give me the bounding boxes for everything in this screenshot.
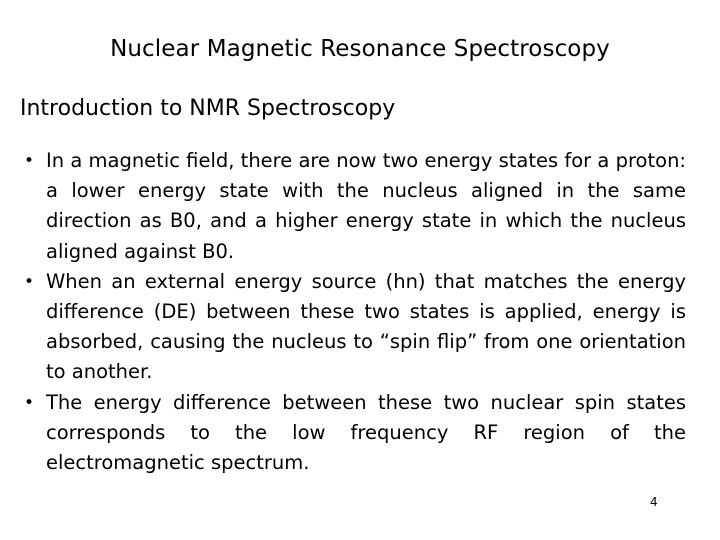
slide-title: Nuclear Magnetic Resonance Spectroscopy <box>110 36 610 62</box>
bullet-icon: • <box>24 392 35 413</box>
bullet-list <box>24 146 686 478</box>
bullet-text: In a magnetic field, there are now two energy states for a proton: a lower energy state with the nucleus aligned in the same direction as B0, and a higher energy state in which the nucleus aligned against B0. <box>46 149 686 263</box>
slide-subtitle: Introduction to NMR Spectroscopy <box>20 96 396 121</box>
bullet-item <box>24 267 686 388</box>
bullet-icon: • <box>24 271 35 292</box>
bullet-item <box>24 388 686 479</box>
bullet-text: When an external energy source (hn) that matches the energy difference (DE) between these two states is applied, energy is absorbed, causing the nucleus to “spin flip” from one orientation to another. <box>46 269 686 384</box>
bullet-icon: • <box>24 151 35 171</box>
bullet-text: The energy difference between these two nuclear spin states corresponds to the low frequency RF region of the electromagnetic spectrum. <box>46 390 686 475</box>
page-number: 4 <box>650 495 658 509</box>
bullet-item <box>24 146 686 267</box>
